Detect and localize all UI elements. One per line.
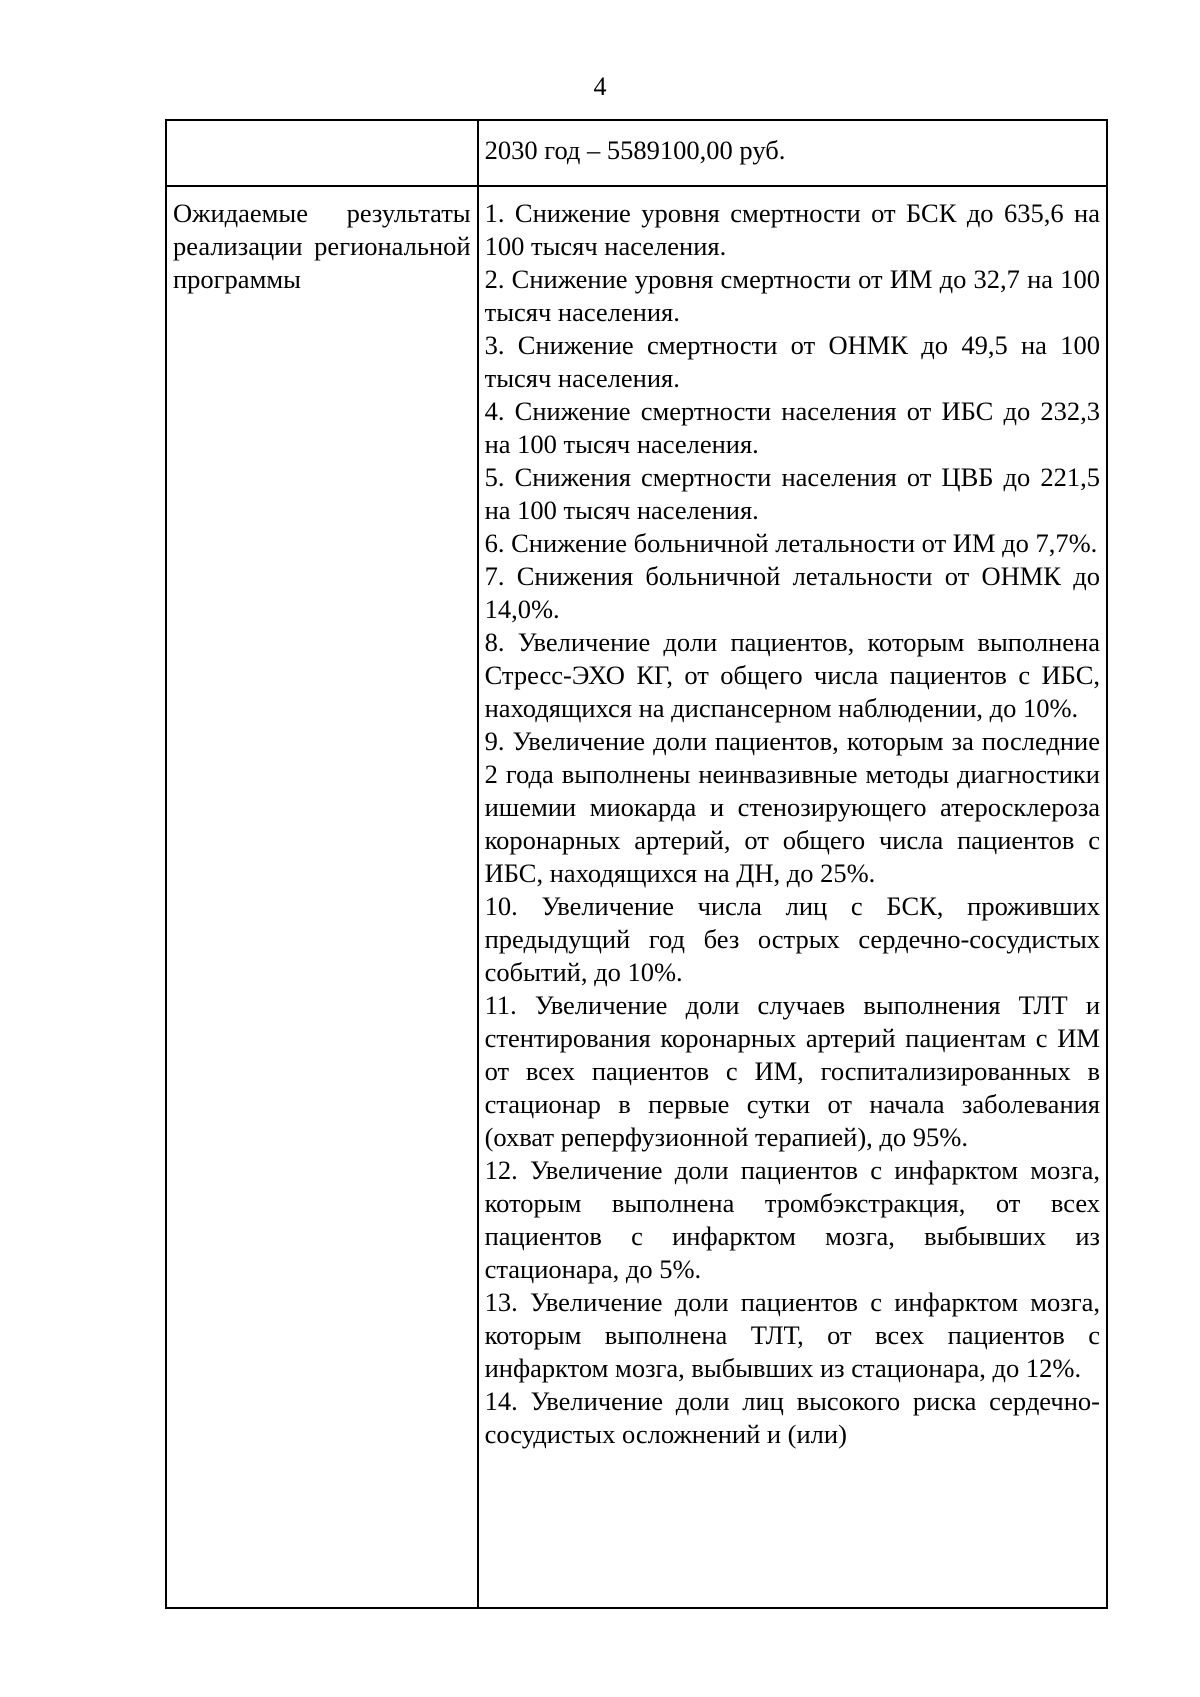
result-item-5: 5. Снижения смертности населения от ЦВБ до 221,5 на 100 тысяч населения. <box>484 462 1100 525</box>
expected-results-label: Ожидаемые результаты реализации региональной программы <box>166 186 478 1608</box>
result-item-3: 3. Снижение смертности от ОНМК до 49,5 на 100 тысяч населения. <box>484 330 1100 393</box>
result-item-4: 4. Снижение смертности населения от ИБС до 232,3 на 100 тысяч населения. <box>484 396 1100 459</box>
program-passport-table <box>165 119 1108 1609</box>
table-row-funding <box>166 120 1107 186</box>
result-item-9: 9. Увеличение доли пациентов, которым за последние 2 года выполнены неинвазивные методы диагностики ишемии миокарда и стенозирующего атеросклероза коронарных артерий, от общего числа пациентов с ИБС, находящихся на ДН, до 25%. <box>484 726 1100 888</box>
result-item-6: 6. Снижение больничной летальности от ИМ до 7,7%. <box>484 528 1098 558</box>
result-item-10: 10. Увеличение числа лиц с БСК, проживших предыдущий год без острых сердечно-сосудистых событий, до 10%. <box>484 891 1100 987</box>
funding-amount-2030: 2030 год – 5589100,00 руб. <box>478 120 1107 186</box>
expected-results-list <box>478 186 1107 1608</box>
result-item-14: 14. Увеличение доли лиц высокого риска сердечно-сосудистых осложнений и (или) <box>484 1386 1100 1449</box>
result-item-8: 8. Увеличение доли пациентов, которым выполнена Стресс-ЭХО КГ, от общего числа пациентов с ИБС, находящихся на диспансерном наблюдении, до 10%. <box>484 627 1100 723</box>
table-row-expected-results <box>166 186 1107 1608</box>
page-number: 4 <box>593 72 607 101</box>
result-item-2: 2. Снижение уровня смертности от ИМ до 32,7 на 100 тысяч населения. <box>484 264 1100 327</box>
result-item-13: 13. Увеличение доли пациентов с инфарктом мозга, которым выполнена ТЛТ, от всех пациентов с инфарктом мозга, выбывших из стационара, до 12%. <box>484 1287 1100 1383</box>
result-item-12: 12. Увеличение доли пациентов с инфарктом мозга, которым выполнена тромбэкстракция, от всех пациентов с инфарктом мозга, выбывших из стационара, до 5%. <box>484 1155 1100 1284</box>
result-item-7: 7. Снижения больничной летальности от ОНМК до 14,0%. <box>484 561 1100 624</box>
table-cell-empty <box>166 120 478 186</box>
result-item-11: 11. Увеличение доли случаев выполнения ТЛТ и стентирования коронарных артерий пациентам с ИМ от всех пациентов с ИМ, госпитализированных в стационар в первые сутки от начала заболевания (охват реперфузионной терапией), до 95%. <box>484 990 1100 1152</box>
result-item-1: 1. Снижение уровня смертности от БСК до 635,6 на 100 тысяч населения. <box>484 198 1100 261</box>
